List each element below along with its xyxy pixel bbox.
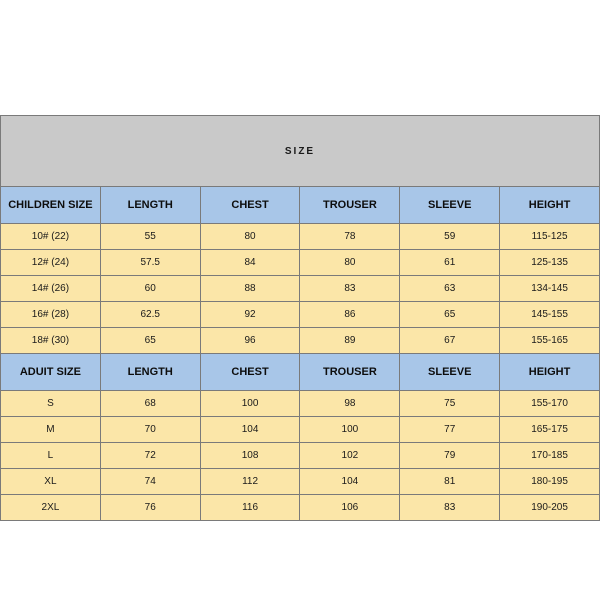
children-header-cell-chest: CHEST — [200, 187, 300, 224]
children-header-cell-trouser: TROUSER — [300, 187, 400, 224]
adult-header-cell-length: LENGTH — [100, 354, 200, 391]
cell-trouser: 102 — [300, 443, 400, 469]
cell-size: 2XL — [1, 495, 101, 521]
cell-length: 68 — [100, 391, 200, 417]
adult-header-cell-chest: CHEST — [200, 354, 300, 391]
cell-chest: 108 — [200, 443, 300, 469]
cell-trouser: 89 — [300, 328, 400, 354]
children-header-cell-length: LENGTH — [100, 187, 200, 224]
cell-chest: 92 — [200, 302, 300, 328]
cell-sleeve: 75 — [400, 391, 500, 417]
cell-trouser: 86 — [300, 302, 400, 328]
cell-height: 180-195 — [500, 469, 600, 495]
cell-trouser: 106 — [300, 495, 400, 521]
cell-sleeve: 65 — [400, 302, 500, 328]
cell-size: L — [1, 443, 101, 469]
cell-sleeve: 81 — [400, 469, 500, 495]
cell-length: 70 — [100, 417, 200, 443]
cell-trouser: 78 — [300, 224, 400, 250]
cell-height: 125-135 — [500, 250, 600, 276]
cell-height: 155-170 — [500, 391, 600, 417]
table-row — [1, 495, 600, 521]
table-row — [1, 443, 600, 469]
cell-sleeve: 63 — [400, 276, 500, 302]
cell-size: 10# (22) — [1, 224, 101, 250]
table-row — [1, 328, 600, 354]
cell-size: XL — [1, 469, 101, 495]
cell-size: 12# (24) — [1, 250, 101, 276]
cell-sleeve: 61 — [400, 250, 500, 276]
cell-trouser: 83 — [300, 276, 400, 302]
adult-header-row — [1, 354, 600, 391]
table-row — [1, 469, 600, 495]
cell-chest: 80 — [200, 224, 300, 250]
cell-length: 65 — [100, 328, 200, 354]
cell-sleeve: 83 — [400, 495, 500, 521]
cell-chest: 112 — [200, 469, 300, 495]
children-header-cell-size: CHILDREN SIZE — [1, 187, 101, 224]
adult-header-cell-size: ADUIT SIZE — [1, 354, 101, 391]
table-row — [1, 224, 600, 250]
cell-size: 16# (28) — [1, 302, 101, 328]
cell-trouser: 80 — [300, 250, 400, 276]
cell-length: 57.5 — [100, 250, 200, 276]
cell-length: 72 — [100, 443, 200, 469]
children-header-row — [1, 187, 600, 224]
size-table — [0, 115, 600, 521]
cell-chest: 88 — [200, 276, 300, 302]
table-row — [1, 391, 600, 417]
table-row — [1, 250, 600, 276]
cell-trouser: 98 — [300, 391, 400, 417]
adult-header-cell-height: HEIGHT — [500, 354, 600, 391]
cell-height: 134-145 — [500, 276, 600, 302]
cell-length: 74 — [100, 469, 200, 495]
cell-sleeve: 77 — [400, 417, 500, 443]
cell-chest: 96 — [200, 328, 300, 354]
cell-size: 18# (30) — [1, 328, 101, 354]
cell-height: 165-175 — [500, 417, 600, 443]
cell-size: 14# (26) — [1, 276, 101, 302]
cell-height: 170-185 — [500, 443, 600, 469]
cell-height: 190-205 — [500, 495, 600, 521]
size-table-body — [1, 116, 600, 521]
cell-chest: 84 — [200, 250, 300, 276]
children-header-cell-height: HEIGHT — [500, 187, 600, 224]
cell-length: 62.5 — [100, 302, 200, 328]
cell-sleeve: 67 — [400, 328, 500, 354]
table-row — [1, 302, 600, 328]
cell-height: 115-125 — [500, 224, 600, 250]
cell-chest: 104 — [200, 417, 300, 443]
children-header-cell-sleeve: SLEEVE — [400, 187, 500, 224]
table-row — [1, 276, 600, 302]
cell-chest: 116 — [200, 495, 300, 521]
cell-size: M — [1, 417, 101, 443]
table-row — [1, 417, 600, 443]
cell-chest: 100 — [200, 391, 300, 417]
cell-length: 60 — [100, 276, 200, 302]
cell-height: 155-165 — [500, 328, 600, 354]
cell-trouser: 104 — [300, 469, 400, 495]
cell-size: S — [1, 391, 101, 417]
cell-sleeve: 79 — [400, 443, 500, 469]
cell-sleeve: 59 — [400, 224, 500, 250]
title-row — [1, 116, 600, 187]
adult-header-cell-trouser: TROUSER — [300, 354, 400, 391]
adult-header-cell-sleeve: SLEEVE — [400, 354, 500, 391]
page-title: SIZE — [1, 116, 600, 187]
cell-trouser: 100 — [300, 417, 400, 443]
cell-length: 55 — [100, 224, 200, 250]
cell-length: 76 — [100, 495, 200, 521]
cell-height: 145-155 — [500, 302, 600, 328]
